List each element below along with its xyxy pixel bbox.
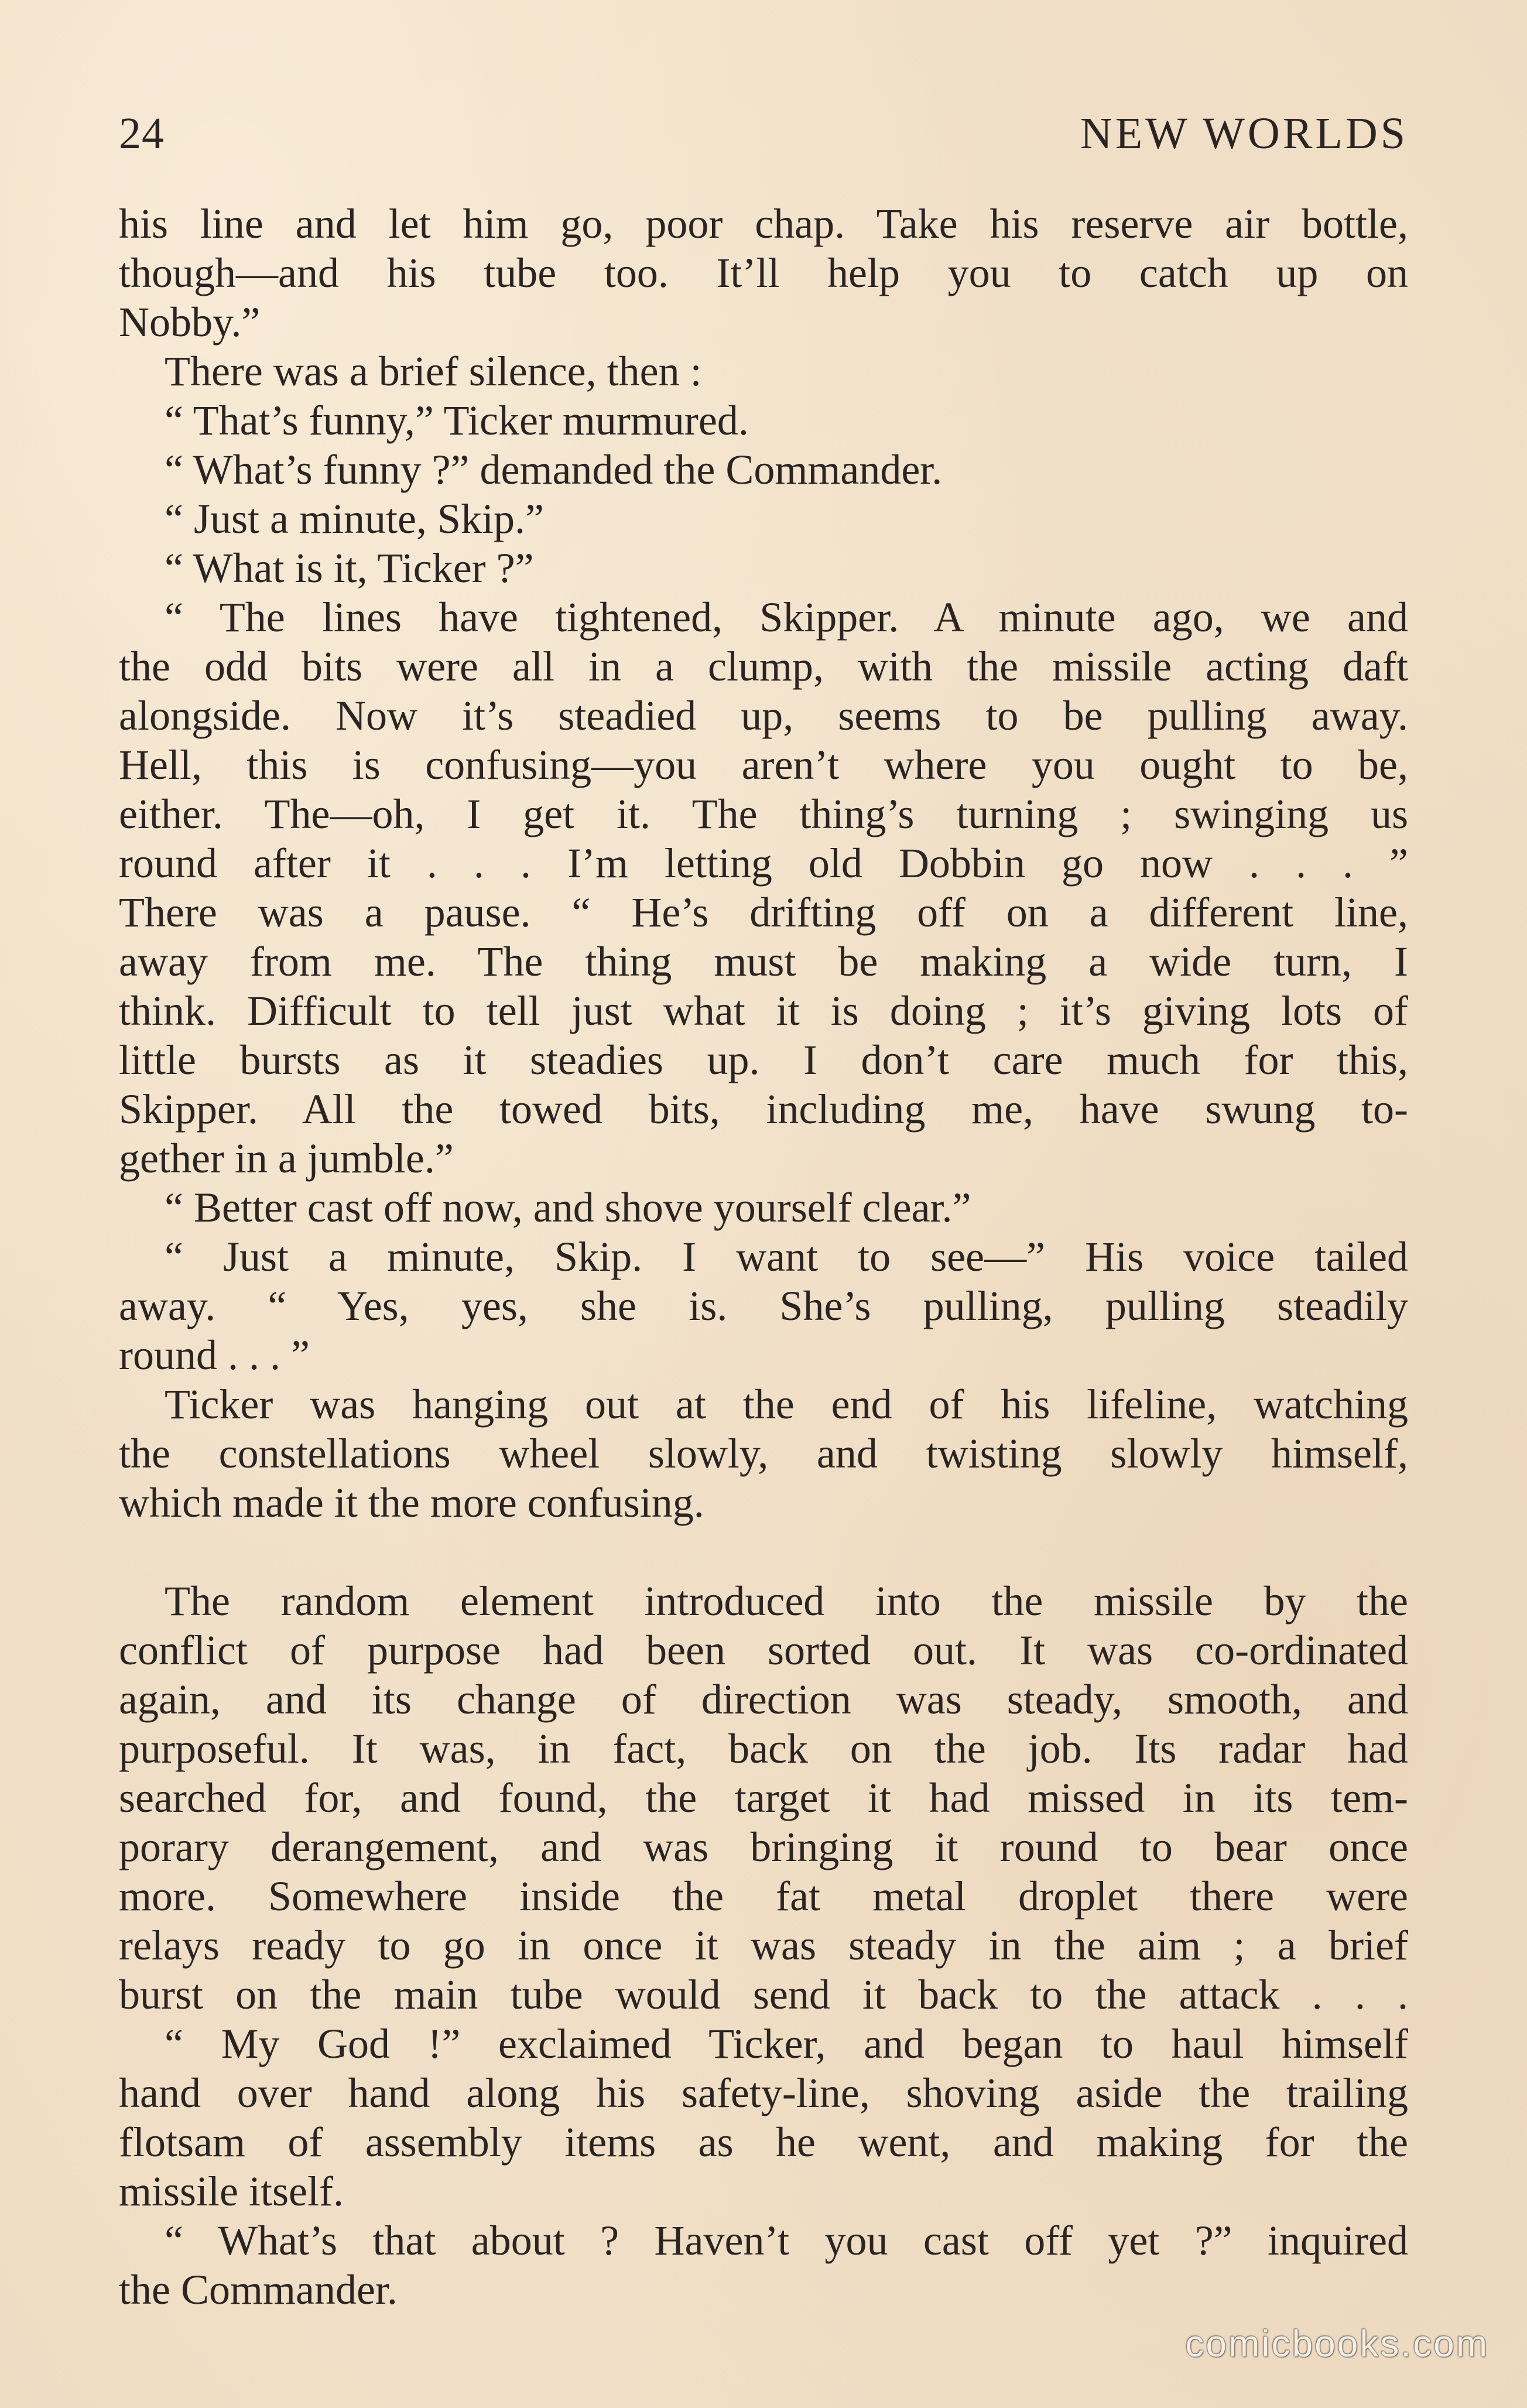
text-line: think. Difficult to tell just what it is doing ; it’s giving lots of [119,987,1408,1034]
text-line: more. Somewhere inside the fat metal droplet there were [119,1873,1408,1920]
section-break [119,1527,1408,1576]
text-line: his line and let him go, poor chap. Take his reserve air bottle, [119,200,1408,247]
text-line: “ My God !” exclaimed Ticker, and began to haul himself [165,2020,1408,2067]
text-line: searched for, and found, the target it had missed in its tem- [119,1774,1408,1821]
text-line: the Commander. [119,2266,398,2313]
text-line: conflict of purpose had been sorted out. It was co-ordinated [119,1627,1408,1674]
text-line: round . . . ” [119,1332,310,1379]
text-line: “ What’s that about ? Haven’t you cast off yet ?” inquired [165,2217,1408,2264]
text-line: the constellations wheel slowly, and twisting slowly himself, [119,1430,1408,1477]
text-line: porary derangement, and was bringing it round to bear once [119,1824,1408,1870]
text-line: Ticker was hanging out at the end of his lifeline, watching [165,1381,1408,1428]
text-line: “ Just a minute, Skip.” [165,495,544,542]
running-title: NEW WORLDS [1080,109,1408,158]
text-line: away. “ Yes, yes, she is. She’s pulling, pulling steadily [119,1282,1408,1329]
watermark: comicbooks.com [1185,2323,1489,2365]
text-line: away from me. The thing must be making a wide turn, I [119,938,1408,985]
text-line: There was a pause. “ He’s drifting off on a different line, [119,889,1408,936]
text-line: Skipper. All the towed bits, including me, have swung to- [119,1086,1408,1133]
text-line: missile itself. [119,2168,344,2215]
text-line: again, and its change of direction was steady, smooth, and [119,1676,1408,1723]
text-line: relays ready to go in once it was steady in the aim ; a brief [119,1922,1408,1969]
text-line: “ That’s funny,” Ticker murmured. [165,397,749,444]
text-line: “ What’s funny ?” demanded the Commander. [165,446,943,493]
text-line: The random element introduced into the missile by the [165,1578,1408,1624]
text-line: little bursts as it steadies up. I don’t care much for this, [119,1037,1408,1083]
text-line: though—and his tube too. It’ll help you to catch up on [119,249,1408,296]
body-text [119,199,1408,2314]
text-line: the odd bits were all in a clump, with the missile acting daft [119,643,1408,690]
page-number: 24 [119,109,165,158]
text-line: burst on the main tube would send it back to the attack . . . [119,1971,1408,2018]
text-line: round after it . . . I’m letting old Dobbin go now . . . ” [119,840,1408,887]
text-line: hand over hand along his safety-line, shoving aside the trailing [119,2070,1408,2116]
text-line: “ What is it, Ticker ?” [165,545,534,591]
text-line: “ Better cast off now, and shove yourself clear.” [165,1184,971,1231]
text-line: purposeful. It was, in fact, back on the job. Its radar had [119,1725,1408,1772]
text-line: flotsam of assembly items as he went, and making for the [119,2119,1408,2166]
text-line: either. The—oh, I get it. The thing’s turning ; swinging us [119,791,1408,837]
text-line: “ Just a minute, Skip. I want to see—” His voice tailed [165,1233,1408,1280]
text-line: which made it the more confusing. [119,1479,704,1526]
text-line: “ The lines have tightened, Skipper. A minute ago, we and [165,594,1408,641]
text-line: Nobby.” [119,299,261,346]
text-line: There was a brief silence, then : [165,348,702,395]
text-line: alongside. Now it’s steadied up, seems to be pulling away. [119,692,1408,739]
text-line: gether in a jumble.” [119,1135,454,1182]
text-line: Hell, this is confusing—you aren’t where you ought to be, [119,741,1408,788]
running-head [119,104,1408,163]
